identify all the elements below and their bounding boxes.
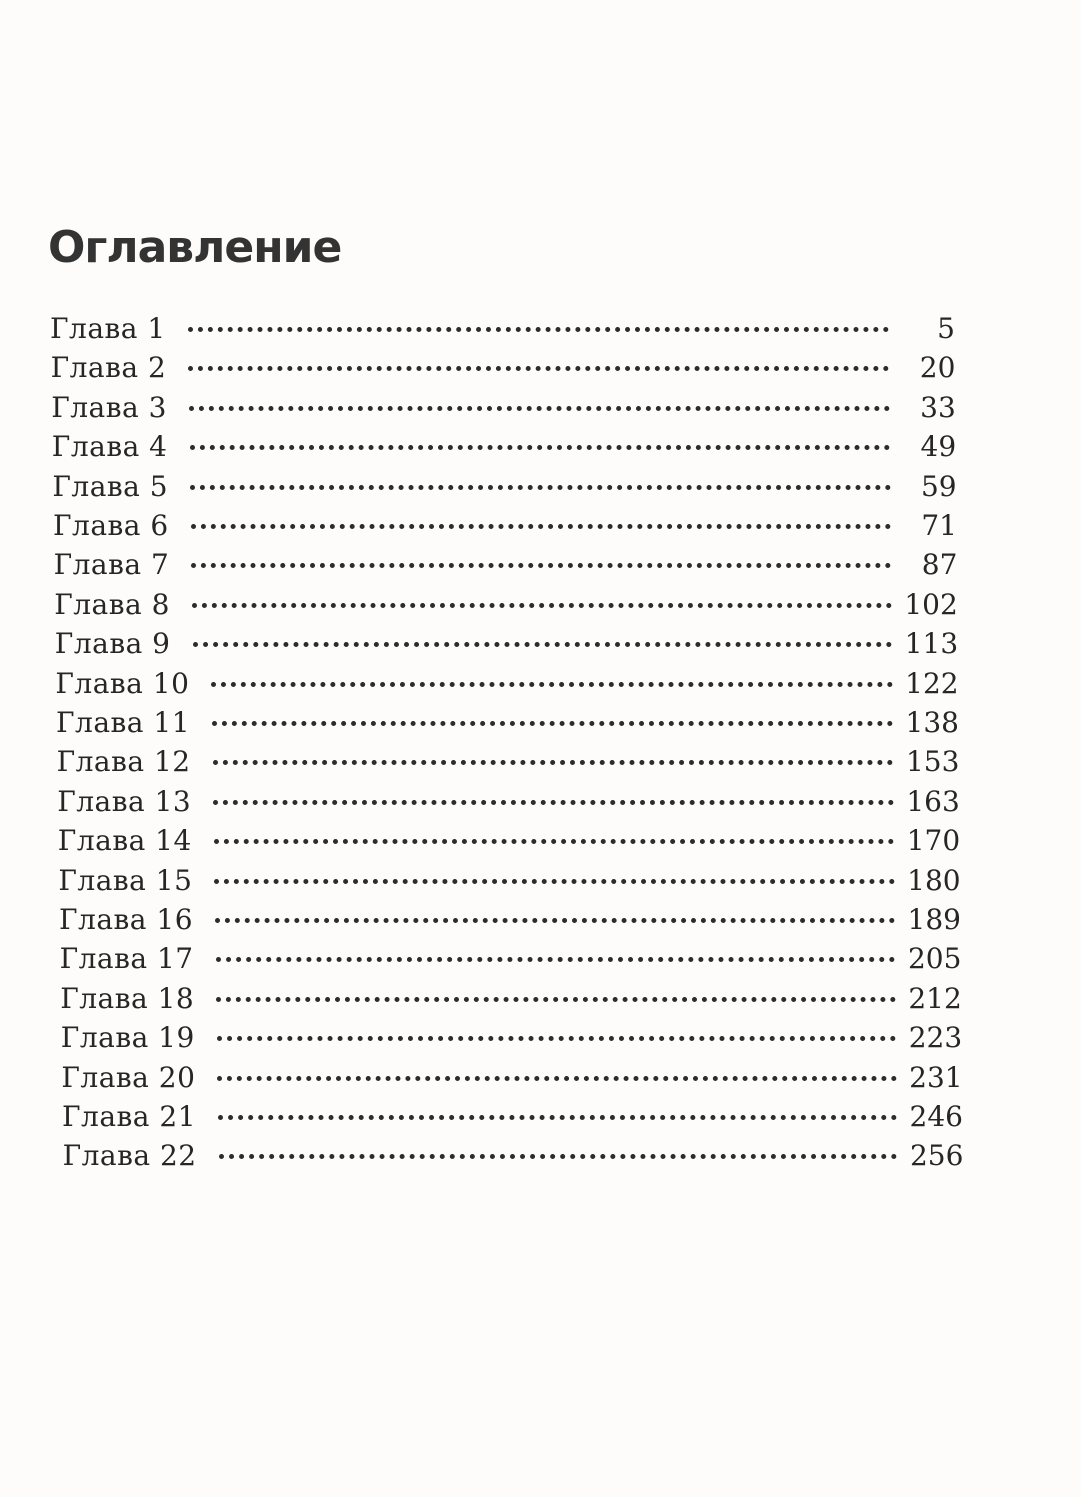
toc-dot-leader [217, 1076, 896, 1081]
toc-dot-leader [214, 839, 894, 844]
toc-entry-page-number: 20 [919, 351, 956, 385]
toc-entry-title: Глава 3 [51, 390, 167, 424]
toc-entry-title: Глава 18 [60, 981, 195, 1015]
toc-entry-page-number: 102 [904, 587, 958, 621]
toc-dot-leader [211, 682, 892, 687]
toc-entry-title: Глава 2 [50, 351, 167, 385]
toc-entry-page-number: 189 [907, 903, 961, 936]
toc-entry-page-number: 163 [906, 784, 960, 818]
toc-entry [52, 470, 956, 510]
toc-dot-leader [188, 327, 889, 332]
toc-entry-page-number: 138 [905, 706, 959, 739]
toc-entry [62, 1100, 963, 1140]
toc-entry-title: Глава 13 [57, 784, 192, 818]
toc-entry-title: Глава 7 [53, 548, 170, 582]
toc-dot-leader [218, 1115, 897, 1120]
toc-entry-page-number: 205 [907, 942, 962, 976]
toc-entry [61, 1021, 962, 1061]
toc-entry-page-number: 256 [909, 1139, 964, 1173]
toc-entry-title: Глава 9 [54, 627, 171, 661]
toc-entry [60, 942, 962, 982]
toc-entry-title: Глава 14 [57, 824, 192, 858]
toc-entry-title: Глава 15 [58, 863, 193, 897]
toc-entry-page-number: 59 [920, 469, 957, 503]
toc-entry-page-number: 33 [920, 390, 956, 424]
toc-entry-page-number: 246 [909, 1100, 963, 1133]
toc-entry-page-number: 170 [906, 824, 961, 858]
toc-dot-leader [215, 918, 895, 923]
toc-entry-title: Глава 5 [52, 469, 169, 503]
toc-dot-leader [190, 445, 891, 450]
toc-entry-title: Глава 1 [50, 312, 166, 345]
toc-entry [63, 1139, 964, 1179]
toc-entry-page-number: 122 [905, 666, 959, 700]
toc-entry-page-number: 212 [908, 981, 962, 1015]
toc-dot-leader [191, 563, 891, 568]
toc-entry-title: Глава 20 [61, 1060, 196, 1094]
toc-entry [51, 351, 956, 391]
toc-entry [55, 627, 958, 667]
toc-entry-title: Глава 11 [56, 706, 191, 739]
toc-entry-title: Глава 4 [51, 430, 168, 464]
toc-entry-page-number: 49 [920, 430, 957, 464]
toc-dot-leader [192, 603, 892, 608]
toc-dot-leader [216, 997, 896, 1002]
toc-dot-leader [188, 366, 889, 371]
toc-entry-title: Глава 17 [59, 942, 194, 976]
toc-entry [61, 1061, 962, 1101]
toc-entry-page-number: 71 [921, 509, 957, 542]
toc-entry [54, 548, 958, 588]
toc-entry-title: Глава 6 [53, 509, 169, 542]
toc-entry [58, 824, 960, 864]
toc-entry [51, 391, 956, 431]
toc-entry-page-number: 113 [904, 627, 959, 661]
toc-dot-leader [189, 406, 890, 411]
toc-dot-leader [217, 1036, 896, 1041]
toc-entry-title: Глава 10 [55, 666, 190, 700]
toc-entry [50, 312, 955, 352]
toc-dot-leader [191, 524, 891, 529]
toc-entry-page-number: 223 [908, 1021, 963, 1055]
toc-entry-title: Глава 21 [62, 1100, 197, 1133]
toc-heading: Оглавление [48, 222, 342, 273]
toc-entry-page-number: 5 [937, 312, 955, 345]
toc-entry [55, 667, 958, 707]
toc-dot-leader [212, 721, 893, 726]
toc-entry [57, 785, 960, 825]
toc-entry-page-number: 180 [907, 863, 961, 897]
toc-entry [59, 903, 961, 943]
toc-entry-title: Глава 12 [56, 745, 191, 779]
toc-entry-title: Глава 16 [59, 903, 194, 936]
toc-dot-leader [193, 642, 893, 647]
toc-entry [57, 745, 960, 785]
toc-dot-leader [190, 485, 890, 490]
toc-dot-leader [214, 879, 894, 884]
toc-entry [60, 982, 962, 1022]
toc-entry-page-number: 231 [909, 1060, 963, 1094]
toc-entry-title: Глава 19 [60, 1021, 195, 1055]
toc-entry [53, 509, 957, 549]
toc-entry [54, 588, 958, 628]
toc-entry-title: Глава 22 [62, 1139, 197, 1173]
toc-dot-leader [219, 1154, 898, 1159]
toc-dot-leader [213, 760, 894, 765]
toc-entry [56, 706, 959, 746]
toc-entry-page-number: 153 [905, 745, 960, 779]
toc-entry-page-number: 87 [921, 548, 958, 582]
toc-dot-leader [216, 957, 896, 962]
toc-entry [58, 864, 960, 904]
toc-dot-leader [213, 800, 894, 805]
toc-entry-title: Глава 8 [54, 587, 170, 621]
toc-entry [52, 430, 956, 470]
